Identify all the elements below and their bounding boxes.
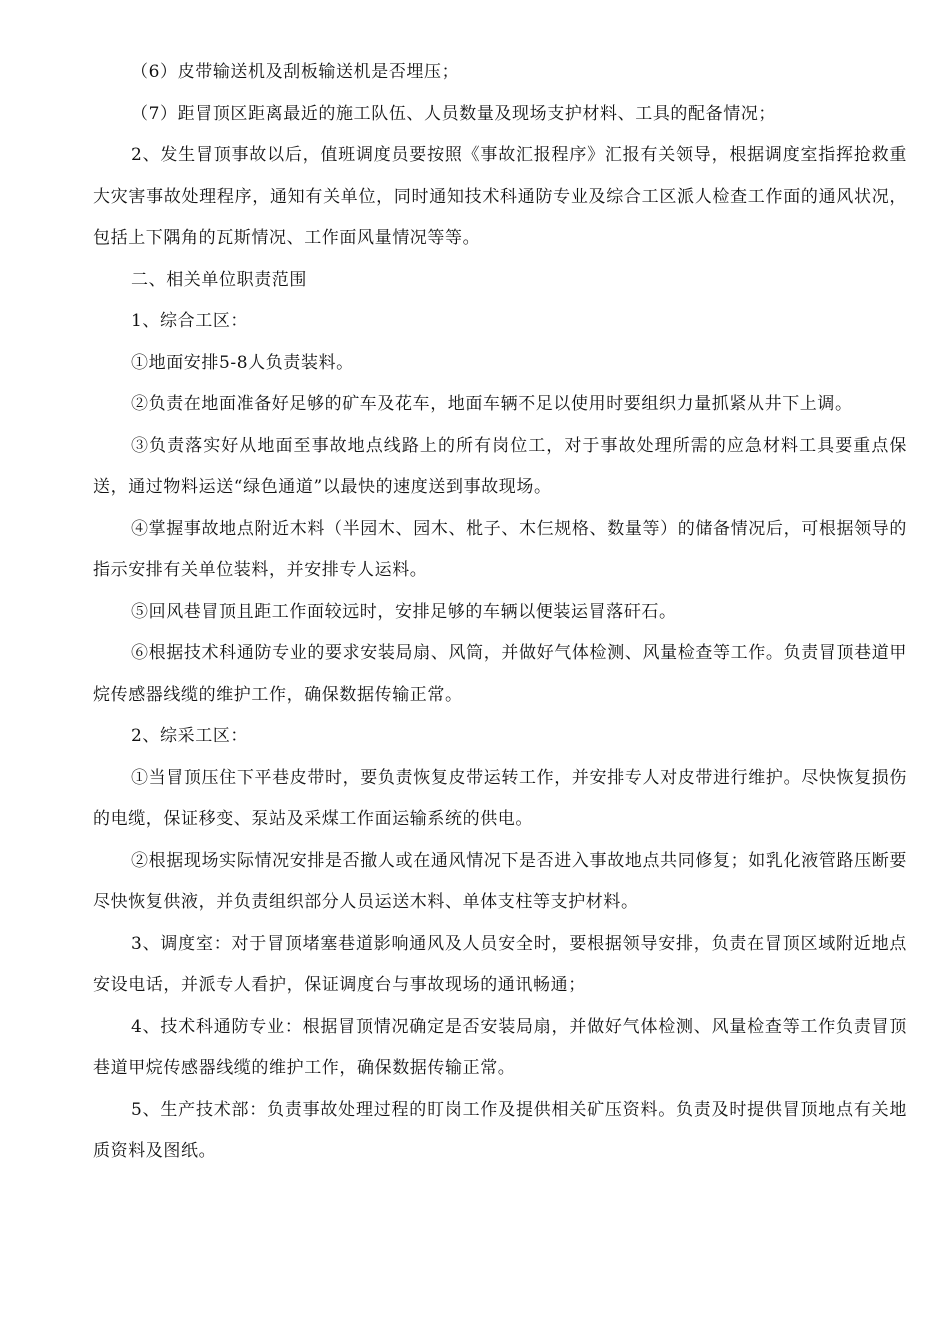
list-item-ground-loading: ①地面安排5-8人负责装料。 xyxy=(131,352,354,373)
paragraph-item-7-nearest-team: （7）距冒顶区距离最近的施工队伍、人员数量及现场支护材料、工具的配备情况； xyxy=(131,103,777,124)
subheading-fully-mechanized-area: 2、综采工区： xyxy=(131,726,249,746)
list-item-timber-storage: ④掌握事故地点附近木料（半园木、园木、枇子、木仨规格、数量等）的储备情况后，可根据领导的指示安排有关单位装料，并安排专人运料。 xyxy=(93,518,907,580)
document-page xyxy=(93,52,907,1173)
section-heading-responsibilities: 二、相关单位职责范围 xyxy=(131,269,307,290)
subheading-comprehensive-work-area: 1、综合工区： xyxy=(131,311,249,331)
paragraph-item-6-belt-conveyor: （6）皮带输送机及刮板输送机是否埋压； xyxy=(131,62,460,82)
paragraph-production-tech-dept: 5、生产技术部：负责事故处理过程的盯岗工作及提供相关矿压资料。负责及时提供冒顶地点有关地质资料及图纸。 xyxy=(93,1099,907,1161)
list-item-return-airway: ⑤回风巷冒顶且距工作面较远时，安排足够的车辆以便装运冒落矸石。 xyxy=(131,601,677,622)
paragraph-ventilation-dept: 4、技术科通防专业：根据冒顶情况确定是否安装局扇，并做好气体检测、风量检查等工作负责冒顶巷道甲烷传感器线缆的维护工作，确保数据传输正常。 xyxy=(93,1016,907,1078)
list-item-evacuation-decision: ②根据现场实际情况安排是否撤人或在通风情况下是否进入事故地点共同修复；如乳化液管路压断要尽快恢复供液，并负责组织部分人员运送木料、单体支柱等支护材料。 xyxy=(93,850,907,912)
list-item-mine-cars: ②负责在地面准备好足够的矿车及花车，地面车辆不足以使用时要组织力量抓紧从井下上调。 xyxy=(131,394,853,414)
list-item-local-fan: ⑥根据技术科通防专业的要求安装局扇、风筒，并做好气体检测、风量检查等工作。负责冒顶巷道甲烷传感器线缆的维护工作，确保数据传输正常。 xyxy=(93,643,907,705)
paragraph-section-2-report-procedure: 2、发生冒顶事故以后，值班调度员要按照《事故汇报程序》汇报有关领导，根据调度室指挥抢救重大灾害事故处理程序，通知有关单位，同时通知技术科通防专业及综合工区派人检查工作面的通风状况，包括上下隅角的瓦斯情况、工作面风量情况等等。 xyxy=(93,145,907,248)
list-item-belt-recovery: ①当冒顶压住下平巷皮带时，要负责恢复皮带运转工作，并安排专人对皮带进行维护。尽快恢复损伤的电缆，保证移变、泵站及采煤工作面运输系统的供电。 xyxy=(93,767,907,829)
paragraph-dispatch-room: 3、调度室：对于冒顶堵塞巷道影响通风及人员安全时，要根据领导安排，负责在冒顶区域附近地点安设电话，并派专人看护，保证调度台与事故现场的通讯畅通； xyxy=(93,933,907,995)
list-item-post-workers: ③负责落实好从地面至事故地点线路上的所有岗位工，对于事故处理所需的应急材料工具要重点保送，通过物料运送“绿色通道”以最快的速度送到事故现场。 xyxy=(93,435,907,497)
